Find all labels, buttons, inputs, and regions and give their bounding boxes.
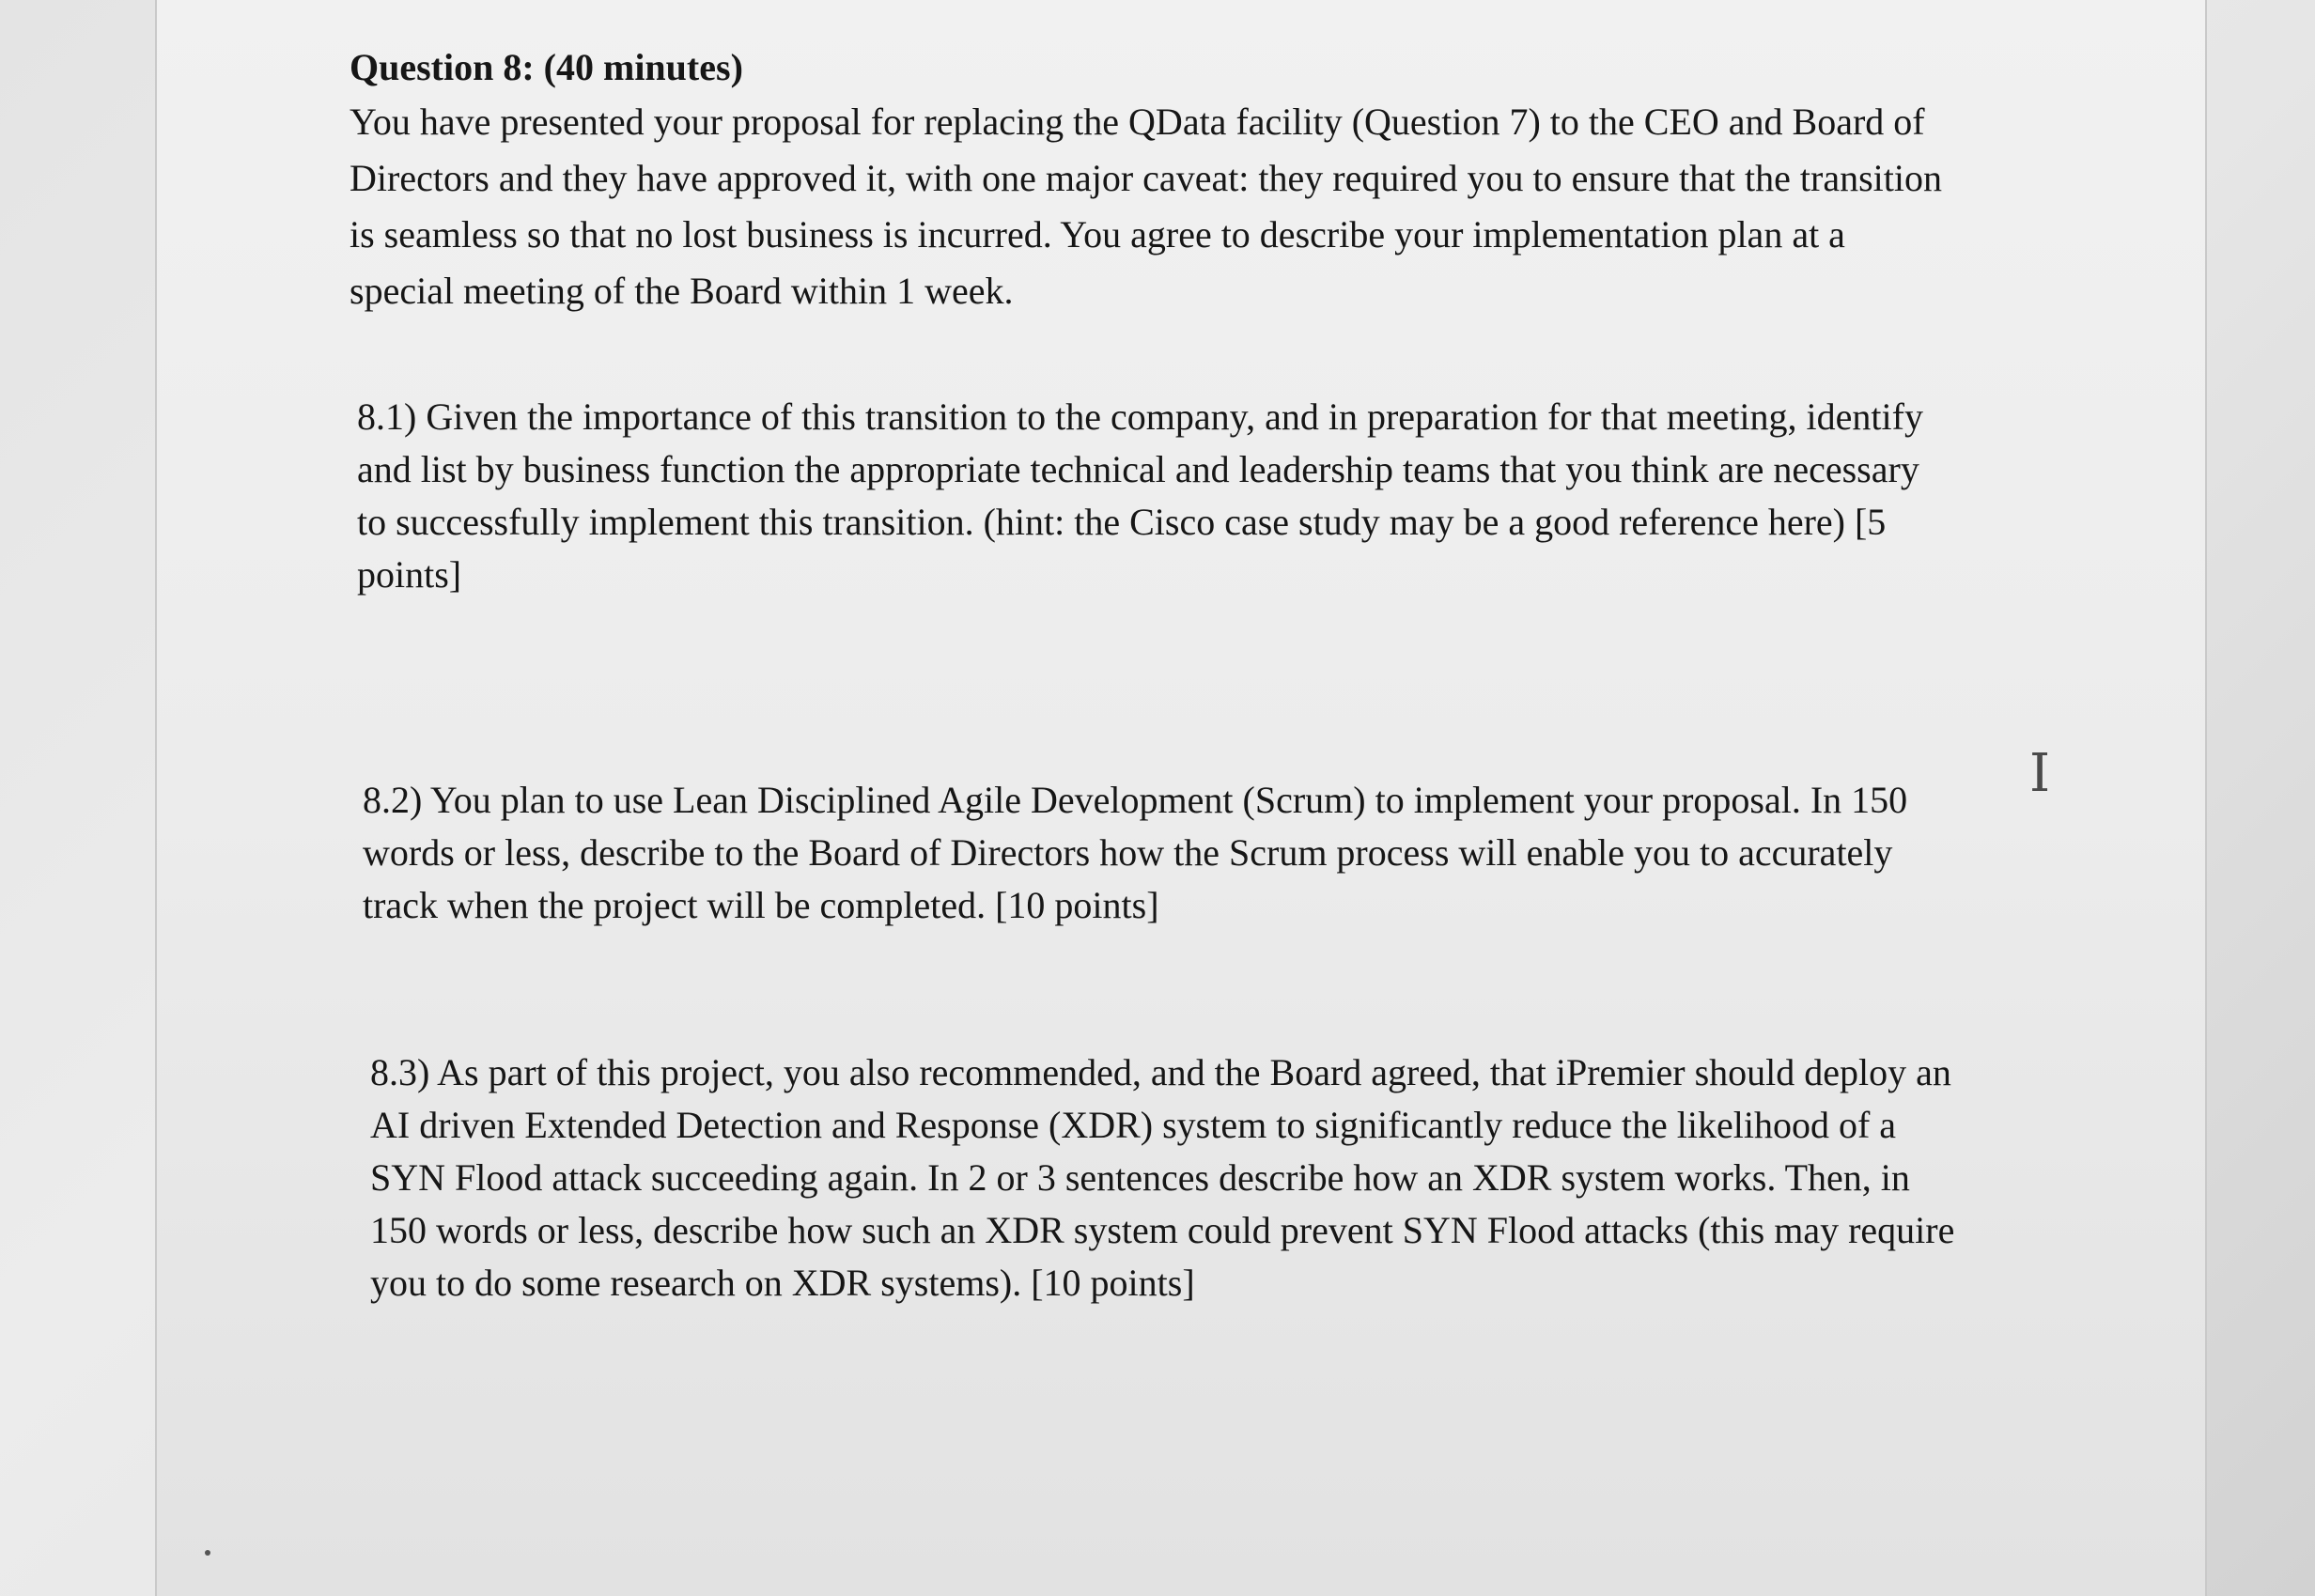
document-content[interactable] xyxy=(350,41,1955,1304)
question-intro: You have presented your proposal for replacing the QData facility (Question 7) to the CEO and Board of Directors and they have approved it, with one major caveat: they required you to ensure that the transition is seamless so that no lost business is incurred. You agree to describe your implementation plan at a special meeting of the Board within 1 week. xyxy=(350,101,1942,312)
text-cursor-icon: I xyxy=(2029,743,2051,804)
question-part-8-3: 8.3) As part of this project, you also recommended, and the Board agreed, that iPremier should deploy an AI driven Extended Detection and Response (XDR) system to significantly reduce the likelihood of a SYN Flood attack succeeding again. In 2 or 3 sentences describe how an XDR system works. Then, in 150 words or less, describe how such an XDR system could prevent SYN Flood attacks (this may require you to do some research on XDR systems). [10 points] xyxy=(370,1051,1955,1304)
question-part-8-1: 8.1) Given the importance of this transition to the company, and in preparation for that meeting, identify and list by business function the appropriate technical and leadership teams that you think are necessary to successfully implement this transition. (hint: the Cisco case study may be a good reference here) [5 points] xyxy=(357,395,1923,596)
question-part-8-2: 8.2) You plan to use Lean Disciplined Agile Development (Scrum) to implement your proposal. In 150 words or less, describe to the Board of Directors how the Scrum process will enable you to accurately track when the project will be completed. [10 points] xyxy=(363,779,1908,926)
stray-mark xyxy=(205,1550,210,1556)
question-title: Question 8: (40 minutes) xyxy=(350,46,743,88)
